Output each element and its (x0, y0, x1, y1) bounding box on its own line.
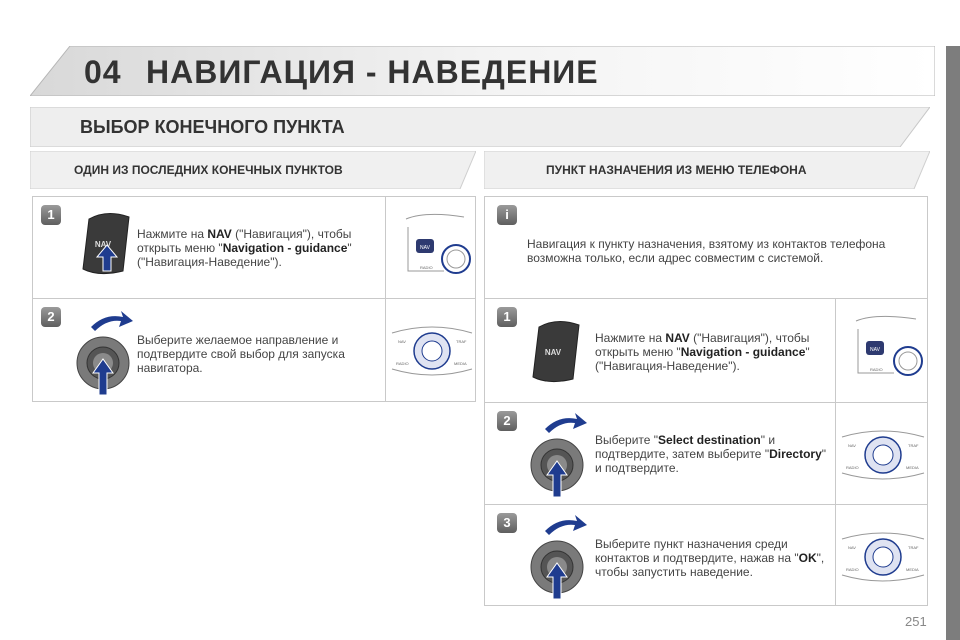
nav-key-label: NAV (870, 347, 880, 353)
control-panel-illustration (385, 299, 477, 402)
page-title: НАВИГАЦИЯ - НАВЕДЕНИЕ (146, 54, 599, 90)
traf-key-label: TRAF (908, 443, 919, 448)
media-key-label: MEDIA (454, 361, 467, 366)
nav-key-label: NAV (420, 245, 430, 251)
side-rail (946, 46, 960, 640)
nav-key-label: NAV (544, 348, 562, 357)
right-step-1 (485, 299, 927, 403)
radio-key-label: RADIO (870, 367, 883, 372)
step-number: 2 (41, 307, 61, 327)
right-step-2 (485, 403, 927, 505)
left-panel (32, 196, 476, 402)
control-panel-illustration (835, 403, 929, 504)
media-key-label: MEDIA (906, 465, 919, 470)
nav-key-label: NAV (94, 240, 112, 249)
section-title: ВЫБОР КОНЕЧНОГО ПУНКТА (80, 117, 345, 137)
control-panel-illustration (835, 505, 929, 605)
radio-key-label: RADIO (420, 265, 433, 270)
left-step-1-text: Нажмите на NAV ("Навигация"), чтобы открыть меню "Navigation - guidance" ("Навигация-Наведение"). (137, 227, 352, 269)
nav-key-label: NAV (848, 443, 856, 448)
chapter-number: 04 (84, 54, 122, 90)
traf-key-label: TRAF (908, 545, 919, 550)
rotary-knob-icon (525, 511, 595, 606)
nav-key-label: NAV (848, 545, 856, 550)
right-step-3 (485, 505, 927, 607)
rotary-knob-icon (525, 409, 595, 504)
nav-panel-illustration (385, 197, 477, 299)
info-text: Навигация к пункту назначения, взятому из контактов телефона возможна только, если адрес совместим с системой. (527, 237, 886, 265)
nav-key-label: NAV (398, 339, 406, 344)
left-step-2-text: Выберите желаемое направление и подтвердите свой выбор для запуска навигатора. (137, 333, 345, 375)
radio-key-label: RADIO (846, 465, 859, 470)
radio-key-label: RADIO (396, 361, 409, 366)
right-step-2-text: Выберите "Select destination" и подтвердите, затем выберите "Directory" и подтвердите. (595, 433, 827, 475)
step-number: 1 (497, 307, 517, 327)
media-key-label: MEDIA (906, 567, 919, 572)
step-number: 3 (497, 513, 517, 533)
left-step-1 (33, 197, 475, 299)
step-number: 2 (497, 411, 517, 431)
right-heading: ПУНКТ НАЗНАЧЕНИЯ ИЗ МЕНЮ ТЕЛЕФОНА (546, 163, 807, 177)
right-panel (484, 196, 928, 606)
left-step-2 (33, 299, 475, 403)
right-step-1-text: Нажмите на NAV ("Навигация"), чтобы открыть меню "Navigation - guidance" ("Навигация-Наведение"). (595, 331, 810, 373)
info-icon: i (497, 205, 517, 225)
traf-key-label: TRAF (456, 339, 467, 344)
nav-button-icon (529, 319, 585, 390)
left-heading: ОДИН ИЗ ПОСЛЕДНИХ КОНЕЧНЫХ ПУНКТОВ (74, 163, 343, 177)
page-number: 251 (905, 614, 927, 629)
nav-button-icon (79, 211, 135, 282)
nav-panel-illustration (835, 299, 929, 402)
info-block (485, 197, 927, 299)
rotary-knob-icon (71, 307, 141, 402)
radio-key-label: RADIO (846, 567, 859, 572)
right-step-3-text: Выберите пункт назначения среди контактов и подтвердите, нажав на "OK", чтобы запустить наведение. (595, 537, 825, 579)
step-number: 1 (41, 205, 61, 225)
